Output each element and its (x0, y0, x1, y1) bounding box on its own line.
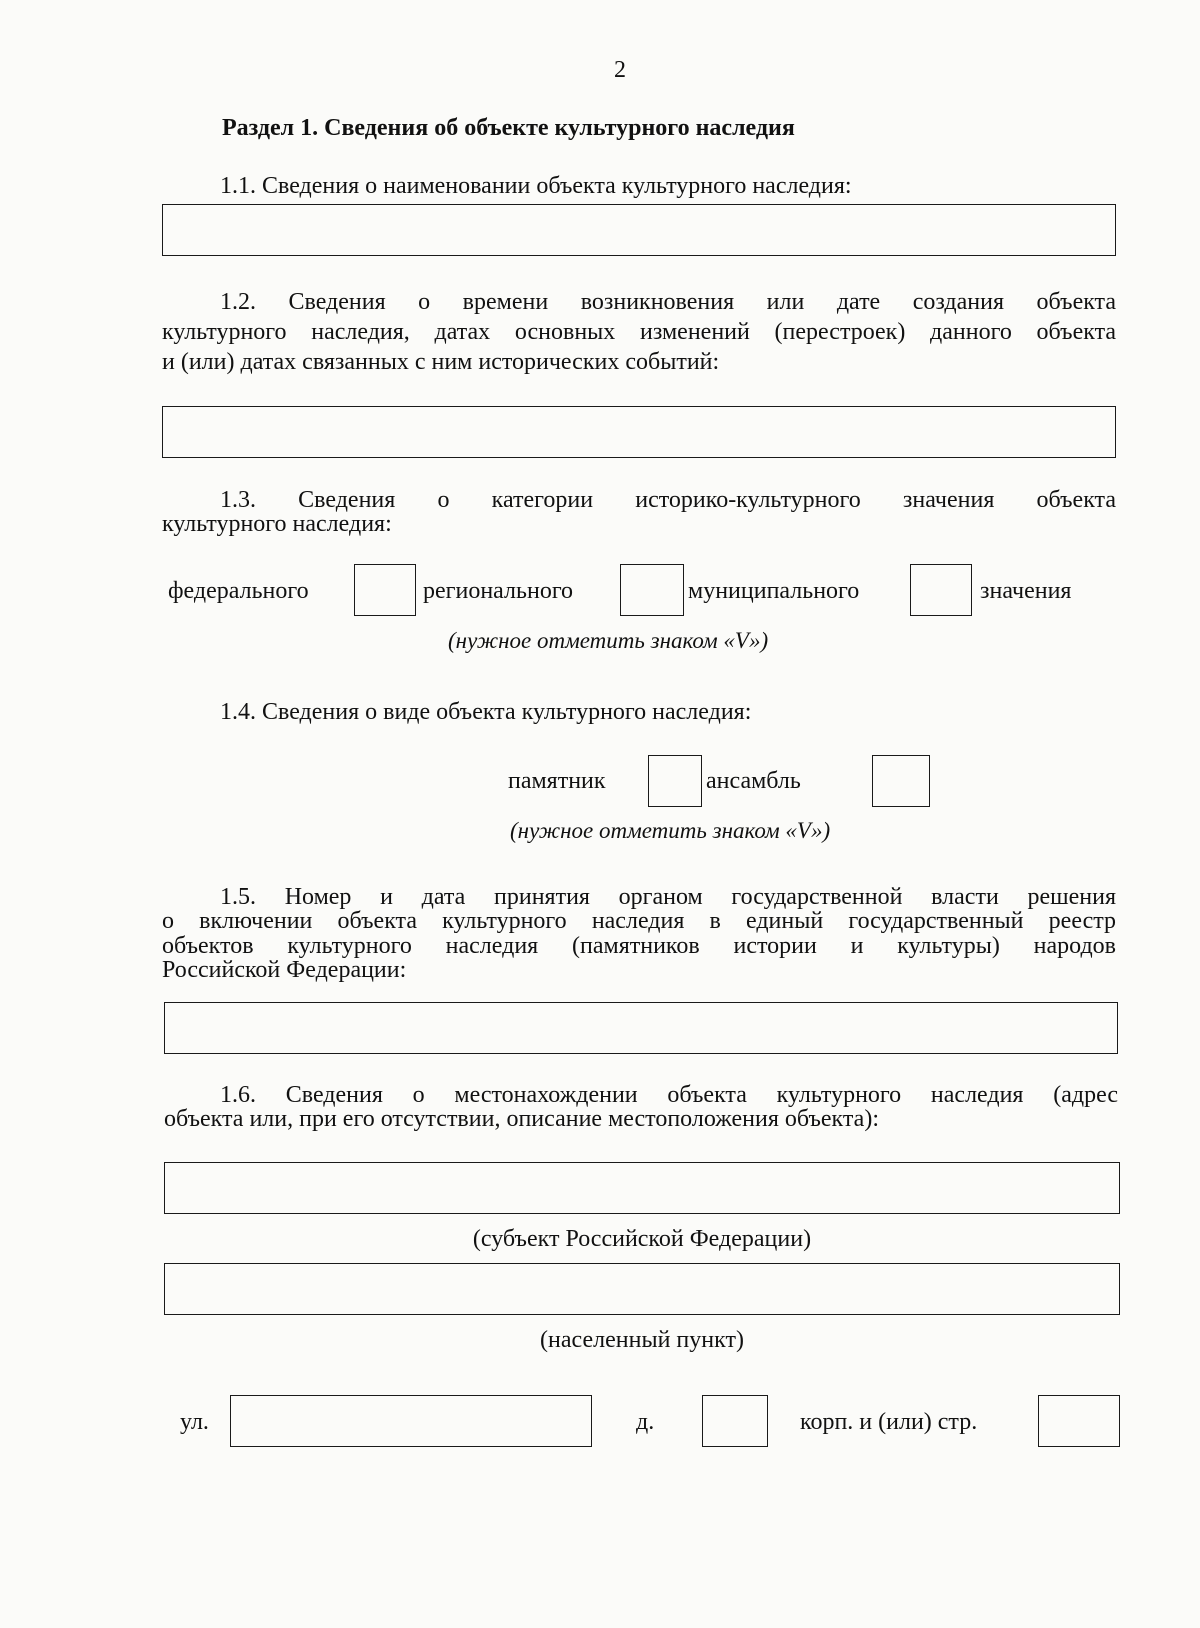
s1-5-registry-field[interactable] (164, 1002, 1118, 1054)
subject-field[interactable] (164, 1162, 1120, 1214)
street-label: ул. (180, 1409, 209, 1435)
s1-4-note: (нужное отметить знаком «V») (510, 818, 831, 843)
category-federal-checkbox[interactable] (354, 564, 416, 616)
house-label: д. (636, 1409, 655, 1435)
house-field[interactable] (702, 1395, 768, 1447)
category-municipal-label: муниципального (688, 578, 860, 604)
category-federal-label: федерального (168, 578, 309, 604)
type-ensemble-label: ансамбль (706, 768, 801, 794)
s1-1-name-field[interactable] (162, 204, 1116, 256)
type-monument-checkbox[interactable] (648, 755, 702, 807)
s1-5-line3: объектов культурного наследия (памятников истории и культуры) народов (162, 933, 1116, 959)
s1-1-label: 1.1. Сведения о наименовании объекта культурного наследия: (220, 173, 852, 199)
street-field[interactable] (230, 1395, 592, 1447)
s1-4-label: 1.4. Сведения о виде объекта культурного наследия: (220, 699, 752, 725)
s1-6-line2: объекта или, при его отсутствии, описание местоположения объекта): (164, 1106, 879, 1132)
s1-2-line2: культурного наследия, датах основных изменений (перестроек) данного объекта (162, 319, 1116, 345)
s1-3-line2: культурного наследия: (162, 511, 392, 537)
s1-5-line4: Российской Федерации: (162, 957, 407, 983)
category-regional-label: регионального (423, 578, 574, 604)
s1-5-line1: 1.5. Номер и дата принятия органом государственной власти решения (220, 884, 1116, 910)
category-suffix: значения (980, 578, 1072, 604)
locality-field[interactable] (164, 1263, 1120, 1315)
locality-caption: (населенный пункт) (540, 1327, 744, 1353)
s1-2-dates-field[interactable] (162, 406, 1116, 458)
page-number: 2 (614, 57, 626, 83)
type-ensemble-checkbox[interactable] (872, 755, 930, 807)
s1-6-line1: 1.6. Сведения о местонахождении объекта культурного наследия (адрес (220, 1082, 1118, 1108)
s1-3-note: (нужное отметить знаком «V») (448, 628, 769, 653)
building-field[interactable] (1038, 1395, 1120, 1447)
s1-3-line1: 1.3. Сведения о категории историко-культурного значения объекта (220, 487, 1116, 513)
building-label: корп. и (или) стр. (800, 1409, 978, 1435)
subject-caption: (субъект Российской Федерации) (472, 1226, 812, 1252)
type-monument-label: памятник (508, 768, 606, 794)
s1-2-line3: и (или) датах связанных с ним исторических событий: (162, 349, 720, 375)
s1-5-line2: о включении объекта культурного наследия в единый государственный реестр (162, 908, 1116, 934)
section-title: Раздел 1. Сведения об объекте культурного наследия (222, 115, 795, 141)
category-municipal-checkbox[interactable] (910, 564, 972, 616)
category-regional-checkbox[interactable] (620, 564, 684, 616)
s1-2-line1: 1.2. Сведения о времени возникновения или дате создания объекта (220, 289, 1116, 315)
